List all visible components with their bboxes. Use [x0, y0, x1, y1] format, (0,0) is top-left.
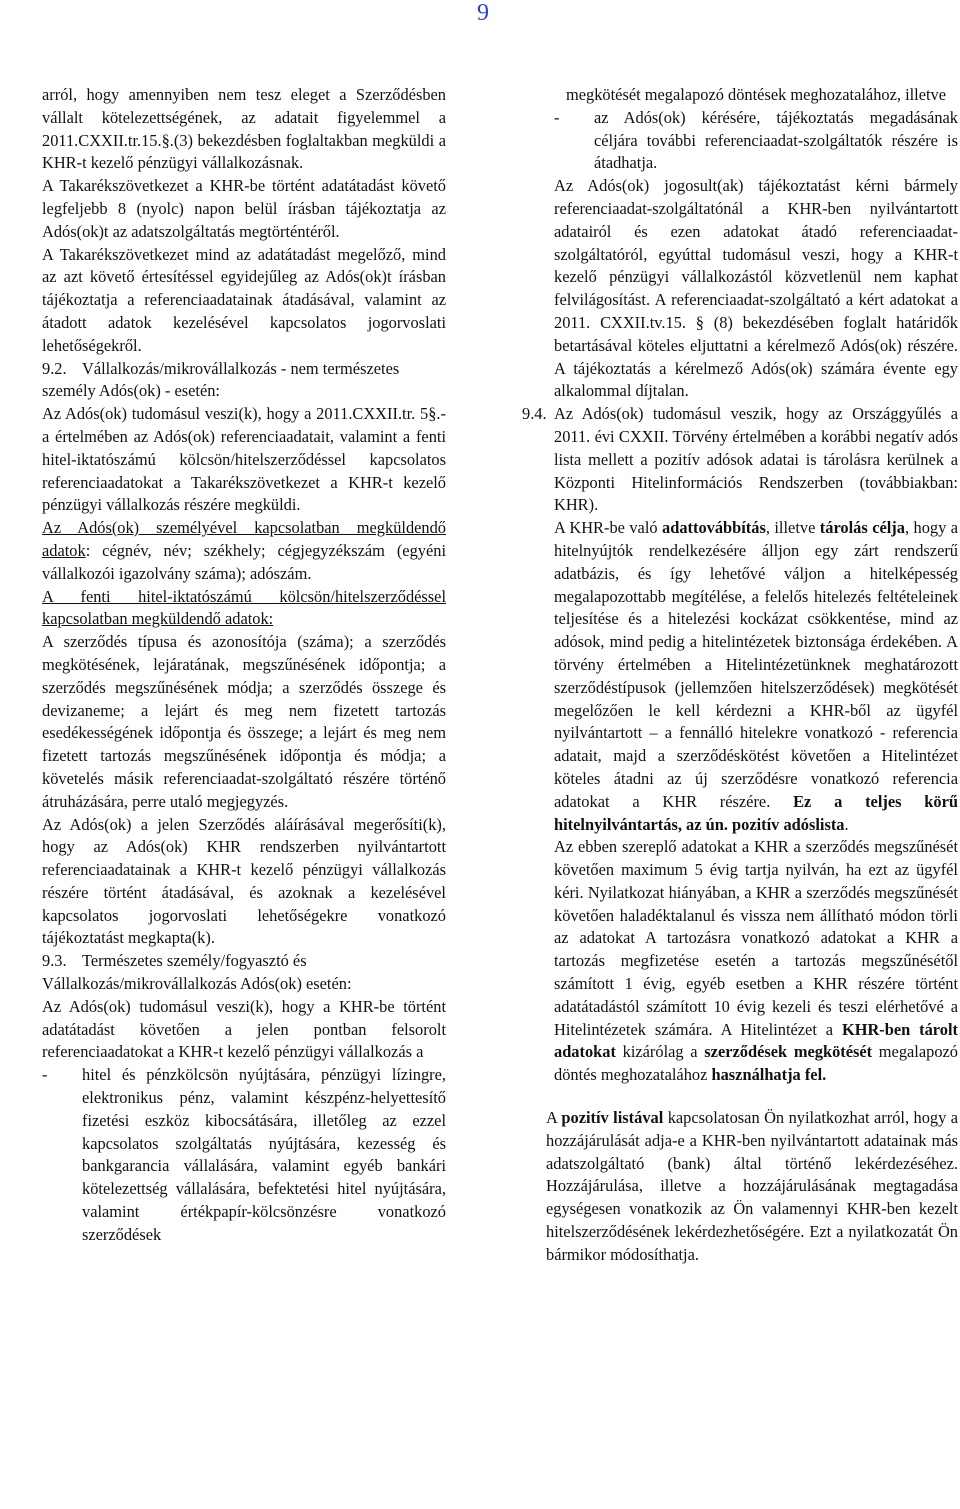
paragraph: A Takarékszövetkezet mind az adatátadást megelőző, mind az azt követő értesítéssel egyidejűleg az Adós(ok)t írásban tájékoztatja a referenciaadatainak átadásával, valamint az átadott adatok kezelésével kapcsolatos jogorvoslati lehetőségekről. — [42, 244, 446, 355]
dash-bullet: - — [554, 107, 560, 127]
paragraph: A KHR-be való adattovábbítás, illetve tárolás célja, hogy a hitelnyújtók rendelkezésére álljon egy zárt rendszerű adatbázis, és így lehetővé váljon a hitelképesség megalapozottabb megítélése, a felelős hitelezés feltételeinek teljesítése és a hitelezési kockázat csökkentése, mind az adósok, mind pedig a hitelintézetek biztonsága érdekében. A törvény értelmében a Hitelintézetünknek meghatározott szerződéstípusok (jellemzően hitelszerződések) megkötését megelőzően le kell kérdezni a KHR-ből az ügyfél nyilvántartott – a fennálló hitelekre vonatkozó - referencia adatait, majd a szerződéskötést követően a Hitelintézet köteles átadni az új szerződésre vonatkozó referencia adatokat a KHR részére. Ez a teljes körű hitelnyilvántartás, az ún. pozitív adóslista. — [554, 518, 958, 834]
paragraph: Az Adós(ok) tudomásul veszi(k), hogy a 2011.CXXII.tr. 5§.-a értelmében az Adós(ok) referenciaadatait, valamint a fenti hitel-iktatószámú kölcsön/hitelszerződéssel kapcsolatos referenciaadatokat a Takarékszövetkezet a KHR-t kezelő pénzügyi vállalkozás részére megküldi. — [42, 404, 446, 515]
section-9-4 — [522, 403, 958, 517]
section-title: Természetes személy/fogyasztó és Vállalkozás/mikrovállalkozás Adós(ok) esetén: — [42, 951, 352, 994]
section-9-3-heading — [42, 950, 446, 996]
right-column — [522, 84, 958, 1267]
paragraph: Az Adós(ok) jogosult(ak) tájékoztatást kérni bármely referenciaadat-szolgáltatónál a KHR-ben nyilvántartott adatairól és ezen adatokat átadó referenciaadat-szolgáltatóról, egyúttal tudomásul veszi, hogy a KHR-t kezelő pénzügyi vállalkozástól közvetlenül nem kaphat felvilágosítást. A referenciaadat-szolgáltató a kért adatokat a 2011. CXXII.tv.15. § (8) bekezdésében foglalt határidők betartásával köteles eljuttatni a kérelmező Adós(ok) részére. A tájékoztatás a kérelmező Adós(ok) számára évente egy alkalommal díjtalan. — [554, 176, 958, 401]
section-title: Vállalkozás/mikrovállalkozás - nem természetes személy Adós(ok) - esetén: — [42, 358, 400, 401]
paragraph: Az ebben szereplő adatokat a KHR a szerződés megszűnését követően maximum 5 évig tartja nyilván, ha ezt az ügyfél kéri. Nyilatkozat hiányában, a KHR a szerződés megszűnését követően haladéktalanul és vissza nem állítható módon törli az adatokat A tartozásra vonatkozó adatokat a KHR a tartozás megfizetése esetén a tartozás megszűnésétől számított 1 évig, egyéb esetben a KHR részére történt adatátadástól számított 10 évig kezeli és teszi elérhetővé a Hitelintézetek számára. A Hitelintézet a KHR-ben tárolt adatokat kizárólag a szerződések megkötését megalapozó döntés meghozatalához használhatja fel. — [554, 837, 958, 1085]
paragraph: A Takarékszövetkezet a KHR-be történt adatátadást követő legfeljebb 8 (nyolc) napon belül írásban tájékoztatja az Adós(ok)t az adatszolgáltatás megtörténtéről. — [42, 176, 446, 241]
paragraph: megkötését megalapozó döntések meghozatalához, illetve — [566, 85, 947, 104]
section-number: 9.3. — [42, 951, 67, 971]
dash-bullet: - — [42, 1065, 48, 1085]
list-item — [42, 1064, 446, 1246]
list-item-text: hitel és pénzkölcsön nyújtására, pénzügyi lízingre, elektronikus pénz, valamint készpénz-helyettesítő fizetési eszköz kibocsátására, illetőleg az ezzel kapcsolatos szolgáltatás nyújtására, kezesség és bankgarancia vállalására, valamint egyéb bankári kötelezettség vállalására, befektetési hitel nyújtására, valamint értékpapír-kölcsönzésre vonatkozó szerződések — [82, 1065, 446, 1244]
underlined-label: Az Adós(ok) személyével kapcsolatban megküldendő adatok — [42, 518, 446, 560]
page-number: 9 — [477, 0, 489, 26]
paragraph: Az Adós(ok) tudomásul veszi(k), hogy a KHR-be történt adatátadást követően a jelen pontban felsorolt referenciaadatokat a KHR-t kezelő pénzügyi vállalkozás a — [42, 996, 446, 1062]
left-column — [42, 84, 446, 1247]
list-item — [522, 107, 958, 175]
paragraph: arról, hogy amennyiben nem tesz eleget a Szerződésben vállalt kötelezettségének, az adatait figyelemmel a 2011.CXXII.tr.15.§.(3) bekezdésben foglaltakban megküldi a KHR-t kezelő pénzügyi vállalkozásnak. — [42, 85, 446, 173]
paragraph: A szerződés típusa és azonosítója (száma); a szerződés megkötésének, lejáratának, megszűnésének időpontja; a szerződés megszűnésének módja; a szerződés összege és devizaneme; a lejárt és meg nem fizetett tartozás esedékességének időpontja és összege; a lejárt és meg nem fizetett tartozás megszűnésének időpontja és módja; a követelés másik referenciaadat-szolgáltató részére történő átruházására, perre utaló megjegyzés. — [42, 632, 446, 811]
section-number: 9.2. — [42, 358, 67, 378]
paragraph: A pozitív listával kapcsolatosan Ön nyilatkozhat arról, hogy a hozzájárulását adja-e a KHR-ben nyilvántartott adatainak más adatszolgáltató (bank) által történő lekérdezéséhez. Hozzájárulása, illetve a hozzájárulásának megtagadása egységesen vonatkozik az Ön valamennyi KHR-ben kezelt hitelszerződésének lekérdezhetőségére. Ezt a nyilatkozatát Ön bármikor módosíthatja. — [546, 1108, 959, 1264]
paragraph: Az Adós(ok) személyével kapcsolatban megküldendő adatok: cégnév, név; székhely; cégjegyzékszám (egyéni vállalkozói igazolvány száma); adószám. — [42, 518, 446, 583]
paragraph: Az Adós(ok) a jelen Szerződés aláírásával megerősíti(k), hogy az Adós(ok) KHR rendszerben nyilvántartott referenciaadatainak a KHR-t kezelő pénzügyi vállalkozás részére történt átadásával, és azoknak a kezelésével kapcsolatos jogorvoslati lehetőségekre vonatkozó tájékoztatást megkapta(k). — [42, 814, 446, 948]
underlined-heading: A fenti hitel-iktatószámú kölcsön/hitelszerződéssel kapcsolatban megküldendő adatok: — [42, 586, 446, 629]
section-9-2-heading — [42, 358, 446, 404]
section-text: Az Adós(ok) tudomásul veszik, hogy az Országgyűlés a 2011. évi CXXII. Törvény értelmében a korábbi negatív adós lista mellett a pozitív adósok adatai is tárolásra kerülnek a Központi Hitelinformációs Rendszerben (továbbiakban: KHR). — [554, 404, 958, 515]
section-number: 9.4. — [522, 404, 547, 424]
list-item-text: az Adós(ok) kérésére, tájékoztatás megadásának céljára további referenciaadat-szolgáltatók részére is átadhatja. — [594, 107, 958, 173]
